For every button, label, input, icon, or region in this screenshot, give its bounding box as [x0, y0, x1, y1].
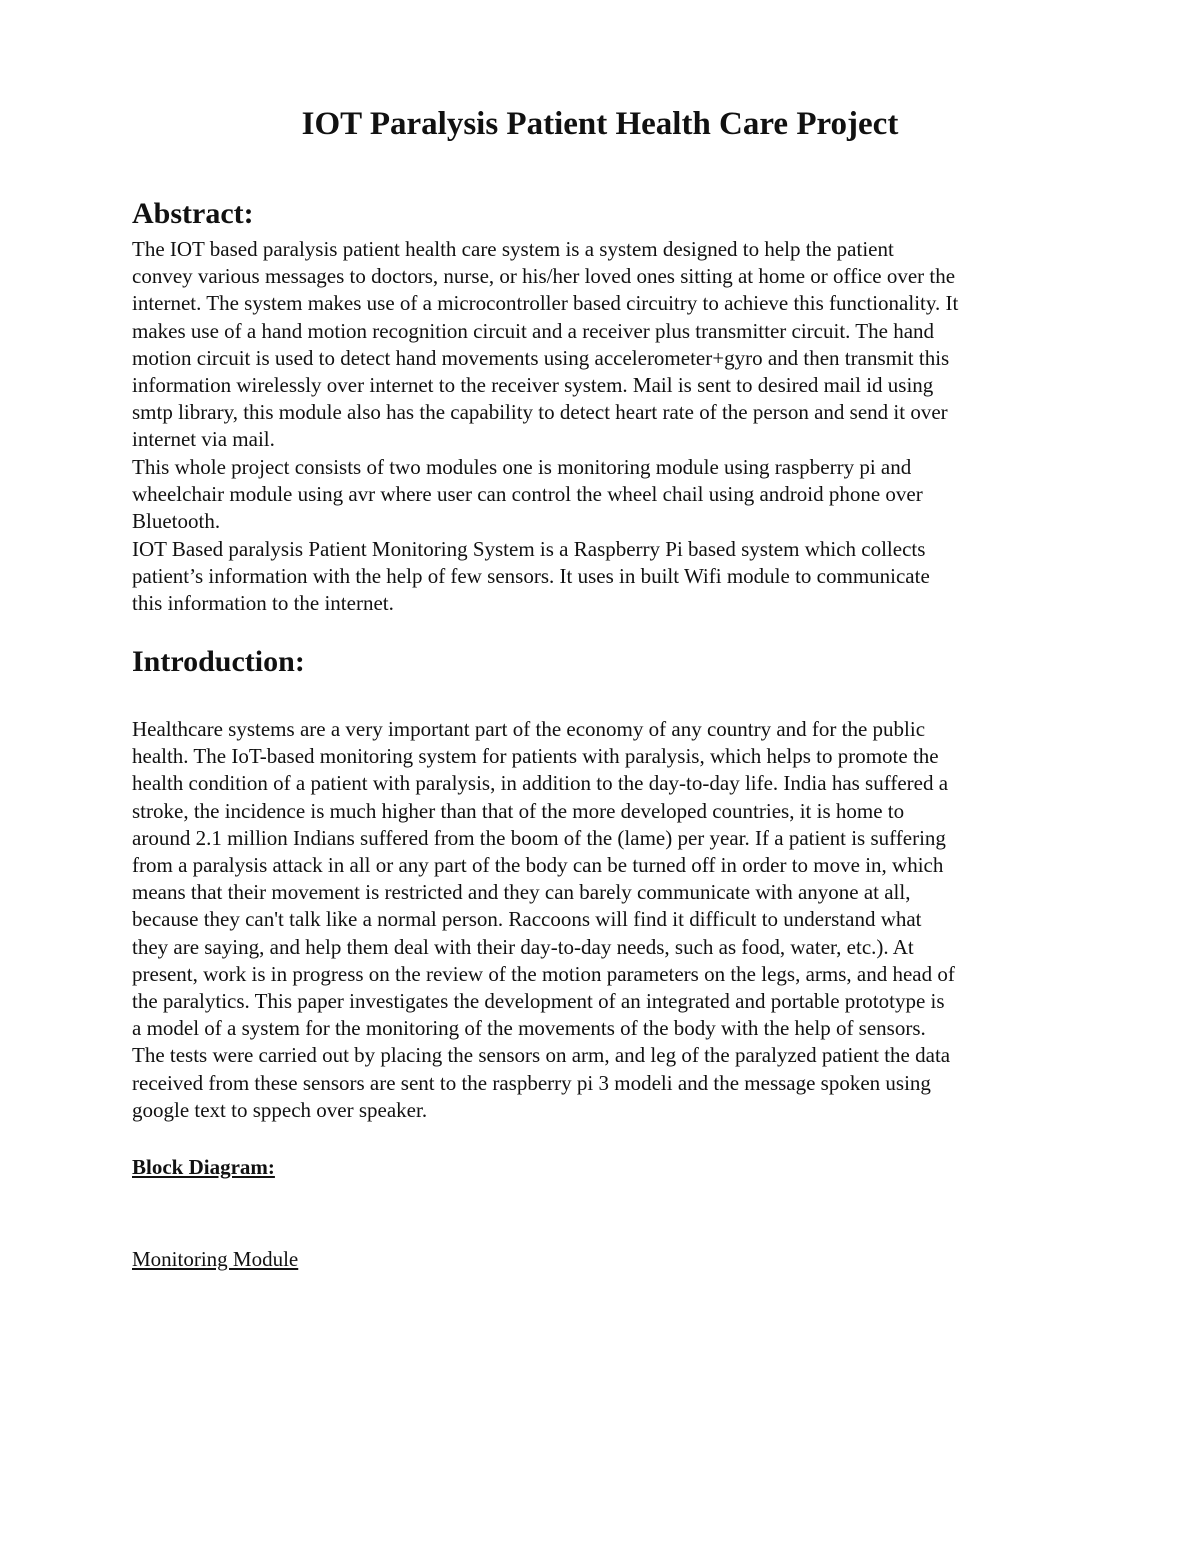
text-line: The tests were carried out by placing the sensors on arm, and leg of the paralyzed patient the data	[132, 1043, 951, 1068]
abstract-paragraph-2	[132, 454, 1072, 536]
text-line: from a paralysis attack in all or any part of the body can be turned off in order to move in, which	[132, 853, 944, 878]
text-line: a model of a system for the monitoring of the movements of the body with the help of sensors.	[132, 1016, 926, 1041]
text-line: google text to sppech over speaker.	[132, 1097, 428, 1122]
text-line: received from these sensors are sent to the raspberry pi 3 modeli and the message spoken using	[132, 1070, 931, 1095]
text-line: This whole project consists of two modules one is monitoring module using raspberry pi and	[132, 455, 912, 479]
text-line: present, work is in progress on the review of the motion parameters on the legs, arms, and head of	[132, 961, 955, 986]
block-diagram-heading: Block Diagram:	[132, 1155, 275, 1179]
text-line: The IOT based paralysis patient health care system is a system designed to help the patient	[132, 237, 894, 261]
text-line: because they can't talk like a normal person. Raccoons will find it difficult to understand what	[132, 907, 922, 932]
text-line: makes use of a hand motion recognition circuit and a receiver plus transmitter circuit. The hand	[132, 318, 935, 343]
text-line: patient’s information with the help of few sensors. It uses in built Wifi module to communicate	[132, 564, 930, 589]
text-line: means that their movement is restricted and they can barely communicate with anyone at all,	[132, 880, 911, 905]
text-line: motion circuit is used to detect hand movements using accelerometer+gyro and then transmit this	[132, 345, 950, 370]
text-line: IOT Based paralysis Patient Monitoring System is a Raspberry Pi based system which collects	[132, 537, 926, 561]
text-line: internet. The system makes use of a microcontroller based circuitry to achieve this functionality. It	[132, 291, 959, 316]
text-line: stroke, the incidence is much higher than that of the more developed countries, it is home to	[132, 798, 905, 823]
text-line: information wirelessly over internet to the receiver system. Mail is sent to desired mail id using	[132, 373, 934, 398]
introduction-heading: Introduction:	[132, 645, 305, 678]
text-line: around 2.1 million Indians suffered from the boom of the (lame) per year. If a patient is suffering	[132, 825, 946, 850]
text-line: smtp library, this module also has the capability to detect heart rate of the person and send it over	[132, 400, 948, 425]
text-line: Bluetooth.	[132, 509, 221, 534]
introduction-paragraph	[132, 716, 1072, 1124]
abstract-paragraph-3	[132, 536, 1072, 618]
text-line: wheelchair module using avr where user can control the wheel chail using android phone over	[132, 482, 923, 507]
text-line: this information to the internet.	[132, 591, 394, 616]
abstract-heading: Abstract:	[132, 197, 254, 230]
text-line: they are saying, and help them deal with their day-to-day needs, such as food, water, etc.). At	[132, 934, 914, 959]
monitoring-module-subheading: Monitoring Module	[132, 1247, 299, 1271]
text-line: internet via mail.	[132, 427, 275, 452]
text-line: the paralytics. This paper investigates the development of an integrated and portable prototype is	[132, 989, 945, 1014]
text-line: health. The IoT-based monitoring system for patients with paralysis, which helps to promote the	[132, 744, 939, 769]
text-line: health condition of a patient with paralysis, in addition to the day-to-day life. India has suffered a	[132, 771, 949, 796]
text-line: convey various messages to doctors, nurse, or his/her loved ones sitting at home or office over the	[132, 264, 956, 289]
abstract-paragraph-1	[132, 236, 1072, 454]
page-title: IOT Paralysis Patient Health Care Project	[301, 106, 899, 142]
text-line: Healthcare systems are a very important part of the economy of any country and for the public	[132, 717, 926, 741]
